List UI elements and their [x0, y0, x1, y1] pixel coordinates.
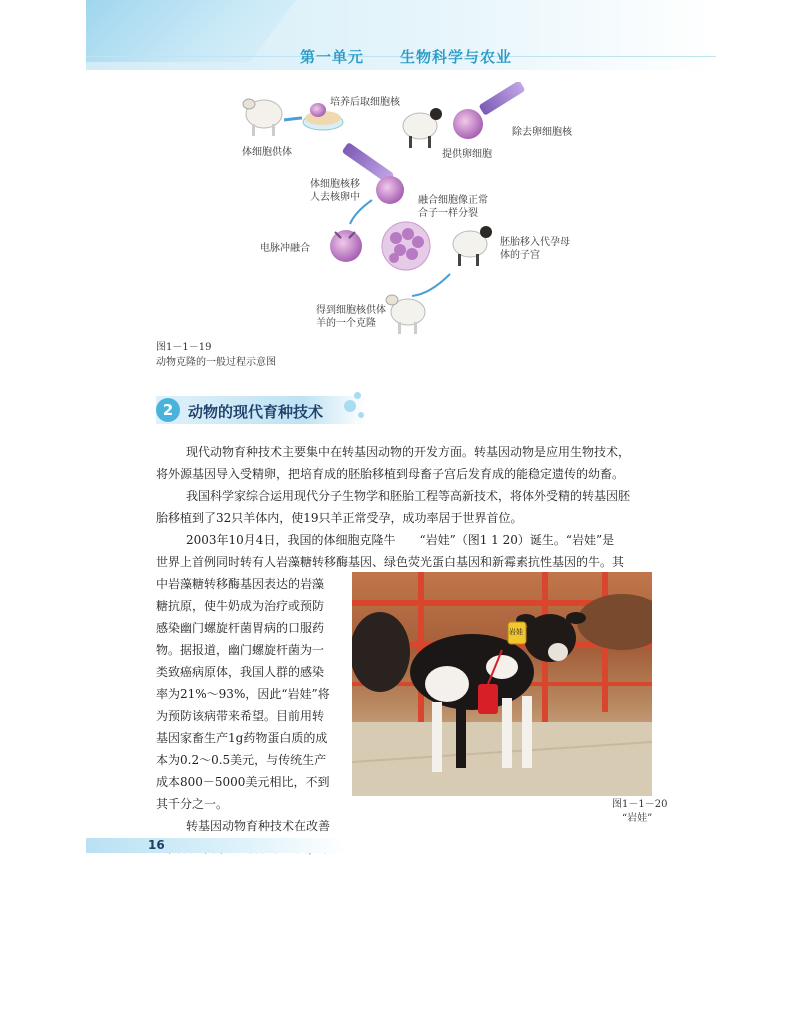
column-line: 其千分之一。 [156, 797, 229, 811]
label-surrogate-2: 体的子宫 [500, 250, 540, 261]
label-pulse: 电脉冲融合 [260, 243, 310, 254]
label-enucleate: 除去卵细胞核 [512, 127, 572, 138]
photo-caption-text: “岩娃” [622, 813, 653, 824]
paragraph-line: 将外源基因导入受精卵，把培育成的胚胎移植到母畜子宫后发育成的能稳定遗传的幼畜。 [156, 467, 625, 481]
label-normal-2: 合子一样分裂 [418, 208, 478, 219]
flow-arrow [412, 274, 450, 296]
label-culture: 培养后取细胞核 [330, 97, 400, 108]
page-number: 16 [148, 838, 165, 852]
column-line: 中岩藻糖转移酶基因表达的岩藻 [156, 577, 325, 591]
label-surrogate-1: 胚胎移入代孕母 [500, 237, 570, 248]
paragraph-line: 胎移植到了32只羊体内，使19只羊正常受孕，成功率居于世界首位。 [156, 511, 523, 525]
flow-arrow [284, 118, 302, 120]
paragraph-line: 世界上首例同时转有人岩藻糖转移酶基因、绿色荧光蛋白基因和新霉素抗性基因的牛。其 [156, 555, 625, 569]
calf-photo [352, 572, 652, 796]
ear-tag-label: 岩娃 [509, 628, 523, 636]
column-line: 类致癌病原体，我国人群的感染 [156, 665, 325, 679]
section-number: 2 [156, 398, 180, 422]
clone-lamb [386, 295, 425, 334]
label-egg-donor: 提供卵细胞 [442, 149, 492, 160]
label-normal-1: 融合细胞像正常 [418, 195, 488, 206]
photo-caption-number: 图1－1－20 [612, 799, 668, 810]
footer-band [86, 838, 346, 853]
unit-label: 第一单元 [300, 48, 365, 66]
label-result-1: 得到细胞核供体 [316, 305, 386, 316]
column-line: 糖抗原，使牛奶成为治疗或预防 [156, 599, 325, 613]
embryo [382, 222, 430, 270]
column-line: 转基因动物育种技术在改善 [186, 819, 331, 833]
bubble-decoration [354, 392, 361, 399]
figure-caption-text: 动物克隆的一般过程示意图 [156, 357, 276, 368]
bubble-decoration [344, 400, 356, 412]
column-line: 率为21%～93%，因此“岩娃”将 [156, 687, 330, 701]
column-line: 本为0.2～0.5美元，与传统生产 [156, 753, 327, 767]
running-header [300, 46, 512, 67]
calf-photo-art [352, 572, 652, 796]
paragraph-line: 我国科学家综合运用现代分子生物学和胚胎工程等高新技术，将体外受精的转基因胚 [186, 489, 631, 503]
label-result-2: 羊的一个克隆 [316, 318, 376, 329]
bubble-decoration [358, 412, 364, 418]
paragraph-line: 现代动物育种技术主要集中在转基因动物的开发方面。转基因动物是应用生物技术， [186, 445, 631, 459]
figure-caption-number: 图1－1－19 [156, 342, 212, 353]
label-transfer-1: 体细胞核移 [310, 179, 360, 190]
paragraph-line: 2003年10月4日，我国的体细胞克隆牛 “岩娃”（图1 1 20）诞生。“岩娃”是 [186, 533, 615, 547]
cloning-diagram [150, 82, 610, 344]
column-line: 基因家畜生产1g药物蛋白质的成 [156, 731, 328, 745]
egg-donor-sheep [403, 108, 442, 148]
surrogate-sheep [453, 226, 492, 266]
label-transfer-2: 人去核卵中 [310, 192, 360, 203]
section-title: 动物的现代育种技术 [188, 403, 324, 421]
unit-title: 生物科学与农业 [400, 48, 513, 66]
donor-sheep [243, 99, 282, 136]
label-donor: 体细胞供体 [242, 147, 292, 158]
column-line: 感染幽门螺旋杆菌胃病的口服药 [156, 621, 325, 635]
column-line: 成本800－5000美元相比，不到 [156, 775, 330, 789]
column-line: 为预防该病带来希望。目前用转 [156, 709, 325, 723]
fused-cell [330, 230, 362, 262]
column-line: 物。据报道，幽门螺旋杆菌为一 [156, 643, 325, 657]
